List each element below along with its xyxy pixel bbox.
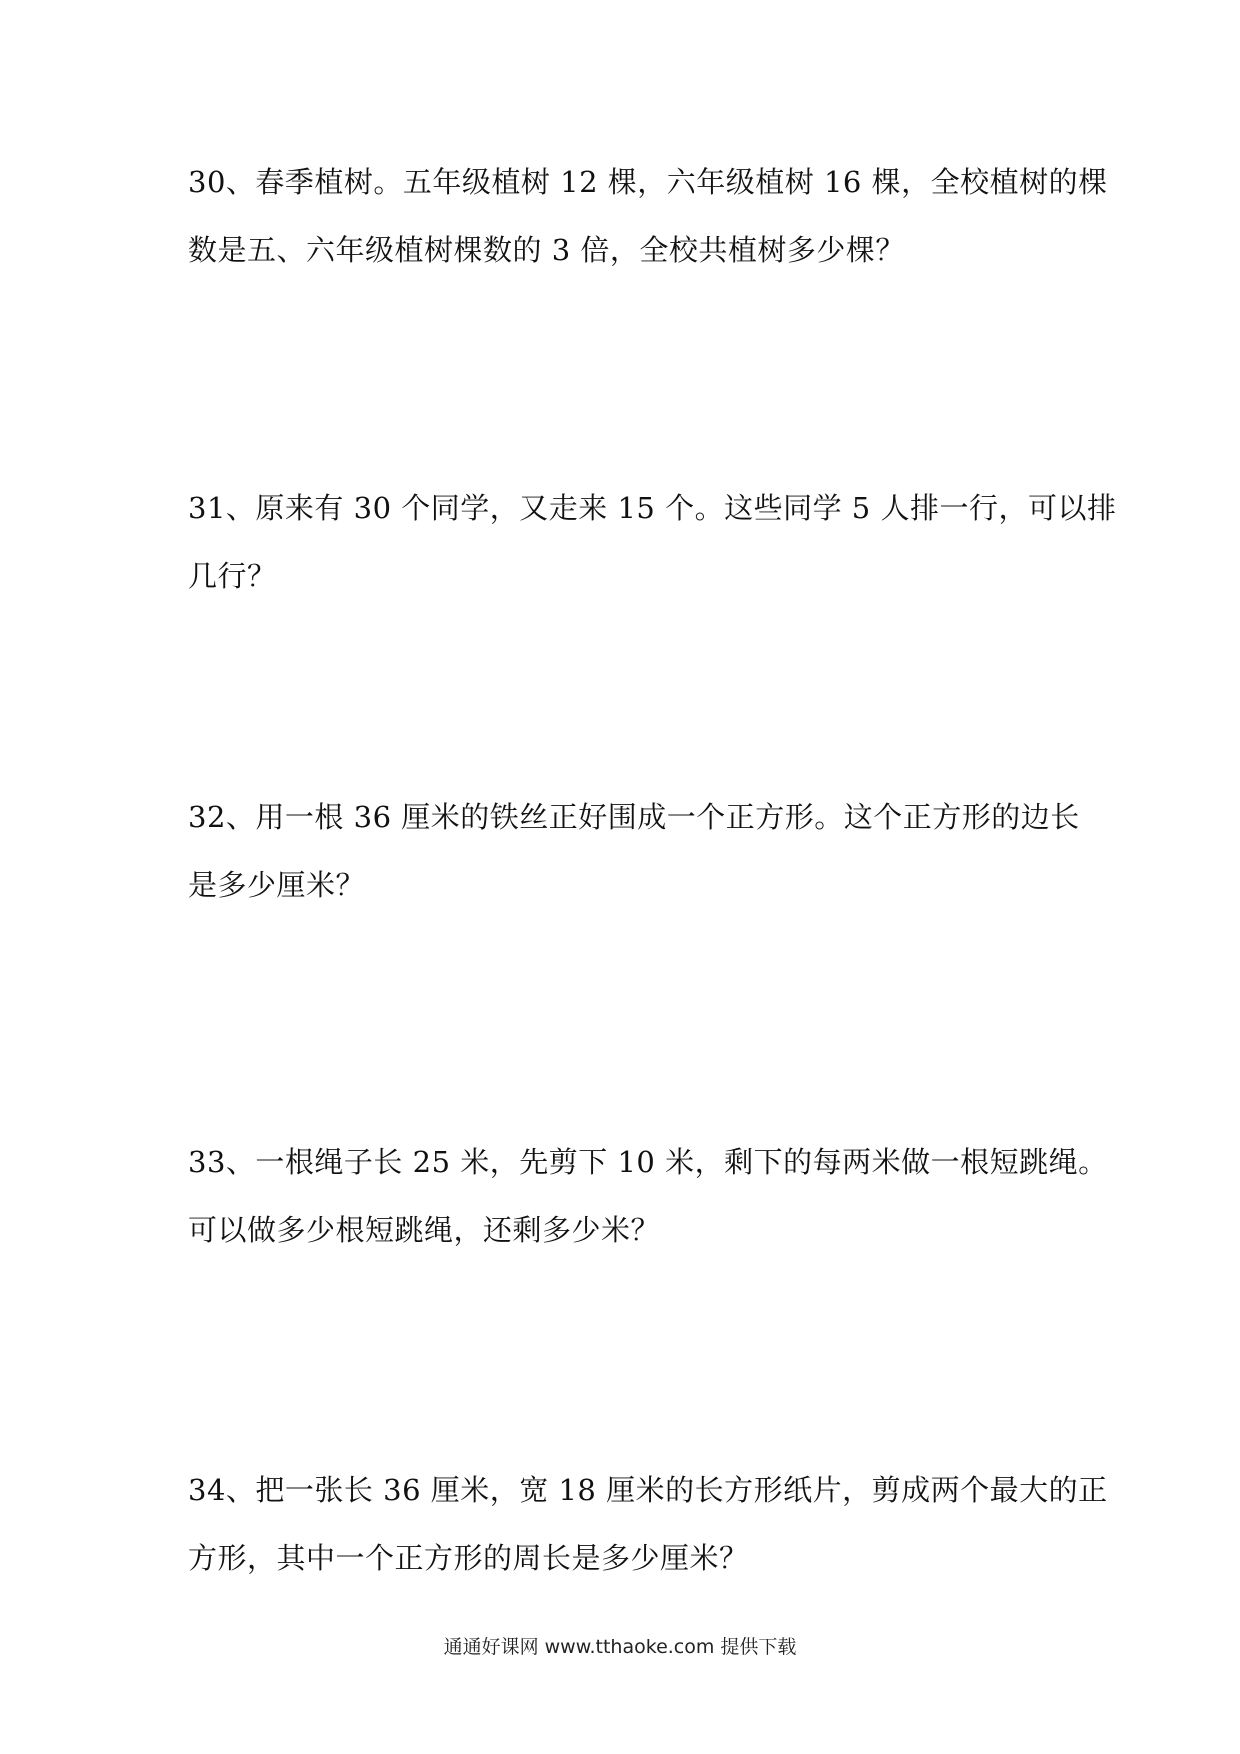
problem-34-line-2: 方形，其中一个正方形的周长是多少厘米？ — [188, 1541, 749, 1575]
problem-34 — [188, 1456, 1108, 1592]
problem-30-line-2: 数是五、六年级植树棵数的 3 倍，全校共植树多少棵？ — [188, 233, 905, 267]
problem-33-line-2: 可以做多少根短跳绳，还剩多少米？ — [188, 1213, 661, 1247]
problem-31-line-2: 几行？ — [188, 559, 277, 593]
problem-32-line-2: 是多少厘米？ — [188, 868, 366, 902]
problem-31 — [188, 474, 1117, 610]
problem-30-line-1: 30、春季植树。五年级植树 12 棵，六年级植树 16 棵，全校植树的棵 — [188, 165, 1108, 199]
problem-30 — [188, 148, 1108, 284]
problem-33-line-1: 33、一根绳子长 25 米，先剪下 10 米，剩下的每两米做一根短跳绳。 — [188, 1145, 1108, 1179]
problem-32-line-1: 32、用一根 36 厘米的铁丝正好围成一个正方形。这个正方形的边长 — [188, 800, 1080, 834]
problem-33 — [188, 1128, 1108, 1264]
problem-31-line-1: 31、原来有 30 个同学，又走来 15 个。这些同学 5 人排一行，可以排 — [188, 491, 1117, 525]
page-footer: 通通好课网 www.tthaoke.com 提供下载 — [443, 1636, 797, 1658]
problem-32 — [188, 783, 1080, 919]
problem-34-line-1: 34、把一张长 36 厘米，宽 18 厘米的长方形纸片，剪成两个最大的正 — [188, 1473, 1108, 1507]
